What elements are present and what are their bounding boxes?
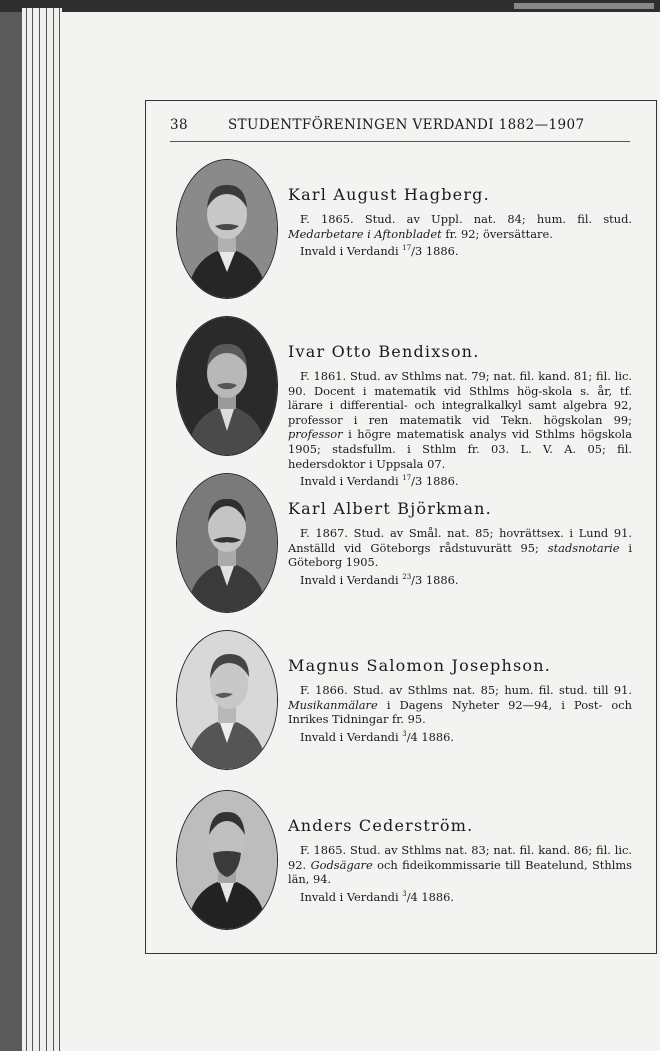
portrait-image bbox=[177, 474, 277, 612]
invald-line: Invald i Verdandi $^3$/4 1886. bbox=[300, 889, 455, 904]
person-name: Karl August Hagberg. bbox=[288, 185, 490, 204]
biography-entry bbox=[170, 473, 633, 613]
header-rule bbox=[170, 141, 630, 142]
italic-term: Godsägare bbox=[310, 857, 373, 872]
portrait-image bbox=[177, 631, 277, 769]
portrait-photo bbox=[176, 630, 278, 770]
invald-line: Invald i Verdandi $^{17}$/3 1886. bbox=[300, 243, 459, 258]
person-name: Magnus Salomon Josephson. bbox=[288, 656, 552, 675]
running-title: STUDENTFÖRENINGEN VERDANDI 1882—1907 bbox=[228, 117, 585, 133]
invald-line: Invald i Verdandi $^{17}$/3 1886. bbox=[300, 473, 459, 488]
person-name: Anders Cederström. bbox=[288, 816, 474, 835]
biography-text: F. 1865. Stud. av Uppl. nat. 84; hum. fil. stud. Medarbetare i Aftonbladet fr. 92; översättare. bbox=[288, 212, 632, 241]
page-stack-edge bbox=[22, 8, 62, 1051]
portrait-photo bbox=[176, 790, 278, 930]
portrait-image bbox=[177, 160, 277, 298]
page-number: 38 bbox=[170, 117, 188, 133]
biography-text: F. 1865. Stud. av Sthlms nat. 83; nat. fil. kand. 86; fil. lic. 92. Godsägare och fideikommissarie till Beatelund, Sthlms län, 94. bbox=[288, 843, 633, 887]
biography-text: F. 1867. Stud. av Smål. nat. 85; hovrättsex. i Lund 91. Anställd vid Göteborgs rådstuvurätt 95; stadsnotarie i Göteborg 1905. bbox=[288, 526, 633, 570]
biography-text: F. 1861. Stud. av Sthlms nat. 79; nat. fil. kand. 81; fil. lic. 90. Docent i matematik vid Sthlms hög-skola s. år, tf. lärare i differential- och integralkalkyl samt algebra 92, professor i ren matematik vid Tekn. högskolan 99; professor i högre matematisk analys vid Sthlms högskola 1905; stadsfullm. i Sthlm fr. 03. L. V. A. 05; fil. hedersdoktor i Uppsala 07. bbox=[288, 369, 632, 471]
biography-text: F. 1866. Stud. av Sthlms nat. 85; hum. fil. stud. till 91. Musikanmälare i Dagens Nyheter 92—94, i Post- och Inrikes Tidningar fr. 95. bbox=[288, 683, 633, 727]
person-name: Ivar Otto Bendixson. bbox=[288, 342, 480, 361]
portrait-photo bbox=[176, 473, 278, 613]
top-edge-strip bbox=[0, 0, 660, 12]
biography-entry bbox=[170, 159, 630, 299]
italic-term: stadsnotarie bbox=[547, 540, 620, 555]
portrait-image bbox=[177, 791, 277, 929]
italic-term: Musikanmälare bbox=[288, 697, 378, 712]
italic-term: Medarbetare i Aftonbladet bbox=[288, 226, 442, 241]
person-name: Karl Albert Björkman. bbox=[288, 499, 492, 518]
portrait-image bbox=[177, 317, 277, 455]
portrait-photo bbox=[176, 159, 278, 299]
biography-entry bbox=[170, 316, 632, 488]
portrait-photo bbox=[176, 316, 278, 456]
italic-term: professor bbox=[288, 427, 343, 442]
biography-entry bbox=[170, 630, 633, 770]
book-page bbox=[60, 12, 660, 1051]
biography-entry bbox=[170, 790, 633, 930]
invald-line: Invald i Verdandi $^{23}$/3 1886. bbox=[300, 572, 459, 587]
top-edge-highlight bbox=[514, 3, 654, 9]
invald-line: Invald i Verdandi $^3$/4 1886. bbox=[300, 729, 455, 744]
